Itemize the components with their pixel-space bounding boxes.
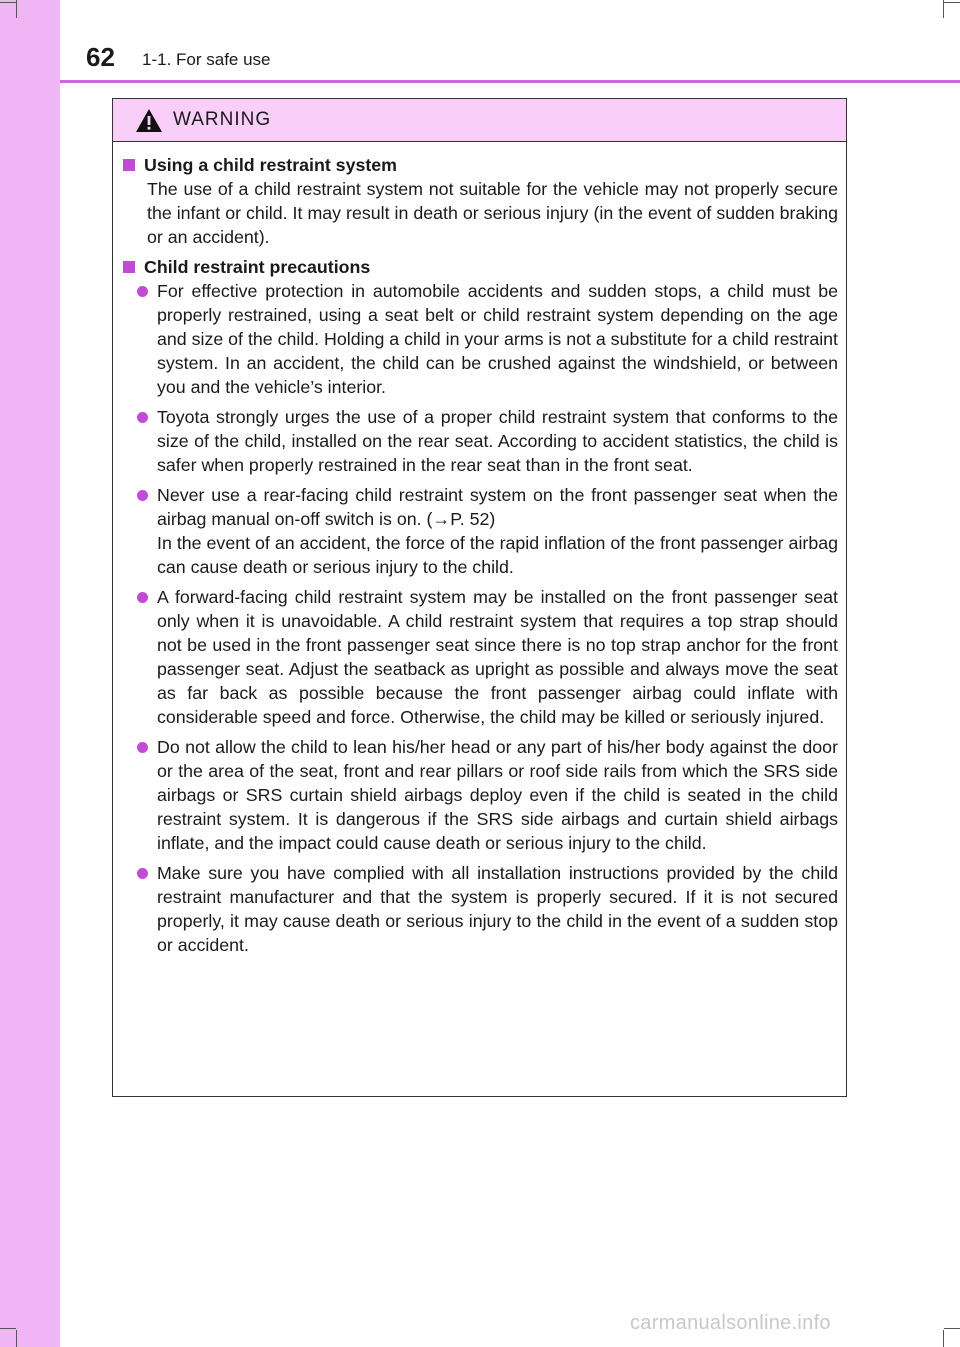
section-heading [123,255,838,279]
crop-mark [16,0,17,18]
list-item-text: Do not allow the child to lean his/her head or any part of his/her body against the door or the area of the seat, front and rear pillars or roof side rails from which the SRS side airbags or SRS curtain shield airbags deploy even if the child is seated in the child restraint system. It is dangerous if the SRS side airbags and curtain shield airbags inflate, and the impact could cause death or serious injury to the child. [157,737,838,853]
list-item-text-line: Never use a rear-facing child restraint system on the front passenger seat when the airbag manual on-off switch is on. (→P. 52) [157,485,838,529]
list-item [137,735,838,855]
section-child-restraint-system [123,153,838,249]
section-title: 1-1. For safe use [142,50,271,69]
list-item-text: Make sure you have complied with all installation instructions provided by the child restraint manufacturer and that the system is properly secured. If it is not secured properly, it may cause death or serious injury to the child in the event of a sudden stop or accident. [157,863,838,955]
list-item [137,483,838,579]
square-bullet-icon [123,159,135,171]
footer-watermark: carmanualsonline.info [630,1312,831,1334]
list-item-text-line: In the event of an accident, the force of the rapid inflation of the front passenger airbag can cause death or serious injury to the child. [157,533,838,577]
crop-mark [943,0,944,18]
section-heading [123,153,838,177]
section-heading-text: Child restraint precautions [144,257,371,277]
list-item-text: A forward-facing child restraint system may be installed on the front passenger seat only when it is unavoidable. A child restraint system that requires a top strap should not be used in the front passenger seat since there is no top strap anchor for the front passenger seat. Adjust the seatback as upright as possible and always move the seat as far back as possible because the front passenger airbag could inflate with considerable speed and force. Otherwise, the child may be killed or seriously injured. [157,587,838,727]
list-item [137,585,838,729]
round-bullet-icon [137,868,148,879]
list-item-text: Toyota strongly urges the use of a proper child restraint system that conforms to the size of the child, installed on the rear seat. According to accident statistics, the child is safer when properly restrained in the rear seat than in the front seat. [157,407,838,475]
list-item [137,405,838,477]
crop-mark [0,1328,16,1329]
list-item-text: For effective protection in automobile accidents and sudden stops, a child must be properly restrained, using a seat belt or child restraint system depending on the age and size of the child. Holding a child in your arms is not a substitute for a child restraint system. In an accident, the child can be crushed against the windshield, or between you and the vehicle’s interior. [157,281,838,397]
section-heading-text: Using a child restraint system [144,155,397,175]
section-paragraph: The use of a child restraint system not suitable for the vehicle may not properly secure the infant or child. It may result in death or serious injury (in the event of sudden braking or an accident). [147,179,838,247]
crop-mark [944,1328,960,1329]
square-bullet-icon [123,261,135,273]
round-bullet-icon [137,286,148,297]
section-precautions [123,255,838,957]
list-item-text [157,483,838,579]
warning-triangle-icon [135,108,163,133]
crop-mark [943,1330,944,1347]
list-item [137,861,838,957]
round-bullet-icon [137,490,148,501]
warning-header [113,99,846,142]
crop-mark [16,1330,17,1347]
warning-body [113,142,846,957]
round-bullet-icon [137,592,148,603]
crop-mark [0,2,16,3]
header-rule [60,80,960,83]
warning-box [112,98,847,1097]
crop-mark [944,2,960,3]
round-bullet-icon [137,742,148,753]
side-color-strip [0,0,60,1347]
round-bullet-icon [137,412,148,423]
list-item [137,279,838,399]
page-number: 62 [86,42,115,72]
warning-title: WARNING [173,109,272,130]
